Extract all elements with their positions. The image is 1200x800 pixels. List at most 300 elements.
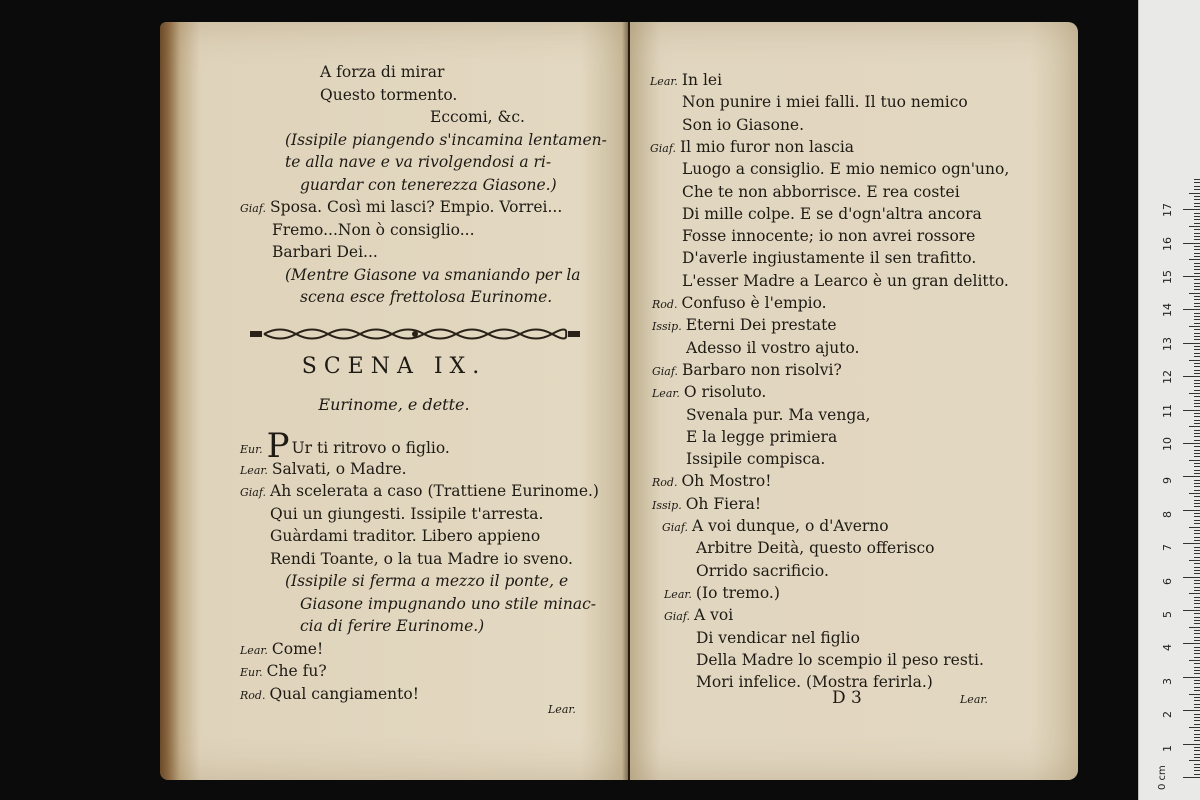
ruler-tick: [1194, 670, 1200, 671]
ruler-tick: [1194, 603, 1200, 604]
text-line: [272, 220, 475, 240]
ruler-tick: [1194, 600, 1200, 601]
text-line: [650, 70, 722, 92]
text-line: [300, 175, 557, 195]
ruler-number: 17: [1161, 203, 1174, 218]
ruler-tick: [1194, 607, 1200, 608]
right-catchword: Lear.: [960, 693, 988, 706]
ruler-tick: [1194, 550, 1200, 551]
text-line: [696, 628, 860, 648]
ruler-tick: [1194, 633, 1200, 634]
ruler-tick: [1194, 206, 1200, 207]
speaker-label: Issip.: [652, 498, 682, 512]
ruler-tick: [1194, 620, 1200, 621]
text-line: [270, 526, 540, 546]
speaker-label: Giaf.: [652, 364, 679, 378]
ruler-tick: [1183, 577, 1200, 578]
ruler-number: 4: [1161, 644, 1174, 652]
ruler-tick: [1189, 259, 1200, 260]
ruler-tick: [1194, 680, 1200, 681]
ruler-tick: [1183, 610, 1200, 611]
ruler-tick: [1183, 443, 1200, 444]
ruler-tick: [1194, 523, 1200, 524]
text-line: [696, 561, 829, 581]
ruler-tick: [1194, 440, 1200, 441]
ruler-tick: [1194, 720, 1200, 721]
ruler-tick: [1189, 426, 1200, 427]
ruler-tick: [1194, 516, 1200, 517]
ruler-tick: [1183, 276, 1200, 277]
left-catchword: Lear.: [548, 703, 576, 716]
ruler-tick: [1194, 296, 1200, 297]
ruler-tick: [1194, 563, 1200, 564]
line-text: Fosse innocente; io non avrei rossore: [682, 227, 976, 246]
ruler-tick: [1194, 617, 1200, 618]
line-text: cia di ferire Eurinome.): [300, 617, 485, 635]
ruler-tick: [1194, 707, 1200, 708]
line-text: Oh Fiera!: [685, 494, 762, 513]
scene-title: SCENA IX.: [301, 354, 487, 379]
ruler-tick: [1194, 406, 1200, 407]
ruler-tick: [1194, 740, 1200, 741]
ruler-tick: [1194, 319, 1200, 320]
line-text: Son io Giasone.: [682, 115, 805, 134]
line-text: E la legge primiera: [686, 427, 838, 446]
line-text: (Issipile piangendo s'incamina lentamen-: [285, 130, 607, 149]
line-text: Svenala pur. Ma venga,: [686, 405, 871, 424]
line-text: Adesso il vostro ajuto.: [686, 338, 860, 357]
line-text: Qui un giungesti. Issipile t'arresta.: [270, 504, 544, 523]
ruler-tick: [1194, 403, 1200, 404]
speaker-label: Rod.: [652, 476, 678, 490]
ruler-tick: [1183, 510, 1200, 511]
ruler-tick: [1183, 243, 1200, 244]
ruler-tick: [1183, 343, 1200, 344]
ruler-tick: [1194, 690, 1200, 691]
text-line: [300, 287, 552, 307]
text-line: [662, 516, 889, 538]
ruler-tick: [1194, 213, 1200, 214]
decorative-ornament-rule: [250, 325, 580, 343]
line-text: Di vendicar nel figlio: [696, 628, 860, 647]
ruler-tick: [1194, 450, 1200, 451]
open-book: [160, 22, 1078, 780]
ruler-tick: [1194, 483, 1200, 484]
ruler-tick: [1194, 430, 1200, 431]
text-line: [285, 152, 551, 172]
ruler-tick: [1194, 383, 1200, 384]
ruler-tick: [1189, 460, 1200, 461]
text-line: [270, 549, 573, 569]
ruler-tick: [1194, 306, 1200, 307]
ruler-tick: [1194, 724, 1200, 725]
ruler-tick: [1194, 547, 1200, 548]
ruler-tick: [1194, 246, 1200, 247]
ruler-tick: [1194, 333, 1200, 334]
line-text: Ur ti ritrovo o figlio.: [291, 439, 450, 457]
text-line: [285, 130, 607, 150]
ruler-tick: [1194, 289, 1200, 290]
ruler-tick: [1194, 637, 1200, 638]
text-line: [272, 242, 378, 262]
ruler-tick: [1194, 503, 1200, 504]
ruler-tick: [1194, 650, 1200, 651]
ruler-tick: [1194, 453, 1200, 454]
ruler-tick: [1194, 313, 1200, 314]
text-line: [240, 481, 599, 503]
page-signature: D 3: [832, 688, 862, 708]
ruler-number: 14: [1161, 303, 1174, 318]
ruler-tick: [1194, 182, 1200, 183]
line-text: Non punire i miei falli. Il tuo nemico: [682, 93, 968, 112]
ruler-tick: [1194, 199, 1200, 200]
ruler-tick: [1194, 683, 1200, 684]
ruler-number: 8: [1161, 510, 1174, 518]
ruler-tick: [1194, 263, 1200, 264]
ruler-tick: [1194, 323, 1200, 324]
text-line: [696, 650, 984, 670]
speaker-label: Lear.: [664, 587, 692, 601]
ruler-tick: [1194, 196, 1200, 197]
ornament-icon: [250, 325, 580, 343]
ruler-tick: [1194, 486, 1200, 487]
ruler-tick: [1194, 249, 1200, 250]
ruler-tick: [1189, 627, 1200, 628]
line-text: Di mille colpe. E se d'ogn'altra ancora: [682, 204, 982, 223]
left-page: [160, 22, 628, 780]
line-text: (Mentre Giasone va smaniando per la: [285, 265, 581, 284]
ruler-tick: [1194, 757, 1200, 758]
ruler-tick: [1194, 537, 1200, 538]
ruler-tick: [1194, 623, 1200, 624]
line-text: Oh Mostro!: [681, 472, 772, 491]
ruler-tick: [1194, 573, 1200, 574]
text-line: [652, 382, 766, 404]
line-text: O risoluto.: [683, 383, 767, 402]
ruler-tick: [1194, 236, 1200, 237]
ruler-tick: [1194, 750, 1200, 751]
speaker-label: Issip.: [652, 320, 682, 334]
ruler-tick: [1194, 530, 1200, 531]
ruler-tick: [1194, 256, 1200, 257]
line-text: Il mio furor non lascia: [680, 137, 855, 156]
ruler-number: 13: [1161, 336, 1174, 351]
line-text: Ah scelerata a caso (Trattiene Eurinome.): [270, 482, 599, 500]
ruler-tick: [1183, 309, 1200, 310]
ruler-tick: [1194, 203, 1200, 204]
speaker-label: Lear.: [240, 643, 268, 657]
ruler-tick: [1194, 179, 1200, 180]
text-line: [686, 449, 825, 469]
ruler-tick: [1194, 747, 1200, 748]
ruler-number: 15: [1161, 270, 1174, 284]
measurement-ruler: [1138, 0, 1200, 800]
line-text: Eccomi, &c.: [430, 108, 525, 126]
ruler-tick: [1194, 567, 1200, 568]
ruler-tick: [1194, 496, 1200, 497]
ruler-tick: [1189, 560, 1200, 561]
speaker-label: Lear.: [650, 75, 678, 88]
ruler-tick: [1194, 714, 1200, 715]
ruler-number: 3: [1161, 677, 1174, 685]
ruler-tick: [1194, 470, 1200, 471]
text-line: [320, 85, 457, 105]
ruler-tick: [1194, 370, 1200, 371]
ruler-tick: [1194, 570, 1200, 571]
line-text: In lei: [681, 71, 723, 89]
text-line: [240, 639, 323, 661]
text-line: [240, 684, 419, 706]
speaker-label: Giaf.: [664, 610, 691, 624]
ruler-tick: [1194, 737, 1200, 738]
speaker-label: Rod.: [240, 688, 266, 702]
text-line: [682, 115, 804, 135]
line-text: Qual cangiamento!: [269, 684, 419, 703]
ruler-tick: [1183, 209, 1200, 210]
ruler-tick: [1194, 303, 1200, 304]
ruler-tick: [1189, 193, 1200, 194]
text-line: [682, 92, 968, 112]
ruler-tick: [1194, 657, 1200, 658]
ruler-tick: [1194, 473, 1200, 474]
line-text: Luogo a consiglio. E mio nemico ogn'uno,: [682, 160, 1010, 179]
text-line: [240, 197, 562, 219]
ruler-tick: [1194, 653, 1200, 654]
line-text: Rendi Toante, o la tua Madre io sveno.: [270, 549, 573, 568]
ruler-tick: [1189, 326, 1200, 327]
ruler-tick: [1194, 316, 1200, 317]
ruler-number: 5: [1161, 611, 1174, 618]
ruler-tick: [1194, 229, 1200, 230]
speaker-label: Giaf.: [240, 486, 267, 499]
text-line: [430, 107, 525, 127]
text-line: [650, 137, 854, 159]
line-text: Orrido sacrificio.: [696, 561, 829, 580]
ruler-tick: [1189, 660, 1200, 661]
ruler-number: 11: [1161, 403, 1174, 418]
ruler-number: 16: [1161, 236, 1174, 251]
ruler-tick: [1194, 640, 1200, 641]
text-line: [682, 204, 982, 224]
ruler-tick: [1194, 463, 1200, 464]
line-text: Eterni Dei prestate: [685, 316, 837, 335]
ruler-tick: [1189, 694, 1200, 695]
ruler-tick: [1194, 730, 1200, 731]
ruler-tick: [1194, 283, 1200, 284]
ruler-number: 1: [1161, 744, 1174, 752]
line-text: Arbitre Deità, questo offerisco: [696, 539, 935, 558]
ruler-tick: [1194, 349, 1200, 350]
text-line: [240, 661, 327, 683]
text-line: [652, 315, 837, 337]
line-text: L'esser Madre a Learco è un gran delitto.: [682, 271, 1009, 290]
text-line: [300, 616, 484, 636]
ruler-tick: [1194, 329, 1200, 330]
line-text: Come!: [271, 639, 324, 658]
ruler-tick: [1194, 557, 1200, 558]
ruler-tick: [1194, 687, 1200, 688]
ruler-tick: [1194, 279, 1200, 280]
ruler-tick: [1194, 253, 1200, 254]
ruler-tick: [1194, 216, 1200, 217]
ruler-tick: [1194, 186, 1200, 187]
ruler-tick: [1194, 700, 1200, 701]
ruler-tick: [1194, 704, 1200, 705]
line-text: Issipile compisca.: [686, 450, 826, 469]
speaker-label: Giaf.: [662, 521, 689, 534]
ruler-tick: [1194, 734, 1200, 735]
line-text: Che te non abborrisce. E rea costei: [682, 182, 960, 201]
ruler-tick: [1189, 293, 1200, 294]
line-text: Confuso è l'empio.: [681, 294, 827, 312]
ruler-tick: [1194, 456, 1200, 457]
ruler-tick: [1194, 580, 1200, 581]
text-line: [300, 594, 596, 614]
ruler-tick: [1194, 363, 1200, 364]
ruler-tick: [1194, 423, 1200, 424]
ruler-tick: [1189, 493, 1200, 494]
drop-cap: P: [266, 426, 290, 466]
line-text: Guàrdami traditor. Libero appieno: [270, 527, 541, 545]
line-text: Salvati, o Madre.: [271, 459, 407, 478]
ruler-tick: [1194, 667, 1200, 668]
ruler-tick: [1194, 219, 1200, 220]
right-page: [630, 22, 1078, 780]
ruler-tick: [1194, 613, 1200, 614]
ruler-tick: [1194, 500, 1200, 501]
ruler-tick: [1194, 239, 1200, 240]
line-text: A forza di mirar: [320, 63, 445, 81]
ruler-tick: [1194, 754, 1200, 755]
ruler-tick: [1189, 760, 1200, 761]
line-text: te alla nave e va rivolgendosi a ri-: [285, 153, 552, 171]
ruler-tick: [1194, 416, 1200, 417]
ruler-tick: [1194, 269, 1200, 270]
ruler-tick: [1183, 710, 1200, 711]
line-text: (Issipile si ferma a mezzo il ponte, e: [285, 572, 569, 590]
ruler-tick: [1194, 663, 1200, 664]
line-text: Fremo...Non ò consiglio...: [272, 220, 475, 239]
line-text: Sposa. Così mi lasci? Empio. Vorrei...: [270, 198, 563, 216]
ruler-tick: [1194, 436, 1200, 437]
line-text: Barbaro non risolvi?: [682, 360, 842, 379]
ruler-tick: [1194, 597, 1200, 598]
ruler-tick: [1183, 476, 1200, 477]
ruler-tick: [1194, 717, 1200, 718]
ruler-tick: [1194, 336, 1200, 337]
ruler-tick: [1194, 433, 1200, 434]
ruler-tick: [1194, 223, 1200, 224]
text-line: [652, 293, 827, 315]
ruler-tick: [1194, 373, 1200, 374]
line-text: D'averle ingiustamente il sen trafitto.: [682, 249, 977, 268]
ruler-tick: [1194, 396, 1200, 397]
ruler-tick: [1194, 480, 1200, 481]
text-line: [696, 538, 934, 558]
line-text: A voi dunque, o d'Averno: [692, 517, 889, 535]
ruler-tick: [1194, 583, 1200, 584]
speaker-label: Giaf.: [240, 202, 267, 215]
text-line: [320, 62, 444, 82]
text-line: [682, 271, 1009, 291]
ruler-tick: [1194, 420, 1200, 421]
ruler-tick: [1194, 774, 1200, 775]
ruler-tick: [1183, 643, 1200, 644]
ruler-tick: [1189, 527, 1200, 528]
ruler-tick: [1183, 744, 1200, 745]
ruler-number: 7: [1161, 544, 1174, 552]
text-line: [682, 248, 976, 268]
ruler-tick: [1183, 677, 1200, 678]
line-text: Mori infelice. (Mostra ferirla.): [696, 673, 933, 692]
speaker-label: Lear.: [240, 463, 268, 477]
ruler-tick: [1194, 353, 1200, 354]
ruler-tick: [1183, 777, 1200, 778]
ruler-tick: [1194, 233, 1200, 234]
line-text: Che fu?: [266, 662, 327, 680]
line-text: Barbari Dei...: [272, 243, 378, 261]
ruler-tick: [1194, 764, 1200, 765]
ruler-tick: [1194, 266, 1200, 267]
speaker-label: Giaf.: [650, 141, 677, 155]
text-line: [682, 226, 975, 246]
text-line: [682, 182, 960, 202]
ruler-number: 12: [1161, 370, 1174, 385]
ruler-tick: [1194, 299, 1200, 300]
ruler-tick: [1194, 356, 1200, 357]
ruler-tick: [1194, 286, 1200, 287]
ruler-tick: [1194, 446, 1200, 447]
text-line: [270, 504, 543, 524]
text-line: [686, 427, 837, 447]
ruler-number: 9: [1161, 477, 1174, 485]
ruler-number: 2: [1161, 711, 1174, 719]
line-text: scena esce frettolosa Eurinome.: [300, 288, 553, 306]
ruler-tick: [1194, 366, 1200, 367]
speaker-label: Eur.: [240, 666, 263, 679]
ruler-tick: [1194, 647, 1200, 648]
text-line: [240, 459, 407, 481]
ruler-tick: [1194, 513, 1200, 514]
ruler-tick: [1194, 770, 1200, 771]
line-text: Della Madre lo scempio il peso resti.: [696, 650, 984, 669]
ruler-tick: [1189, 593, 1200, 594]
ruler-tick: [1194, 189, 1200, 190]
ruler-tick: [1189, 360, 1200, 361]
ruler-tick: [1194, 540, 1200, 541]
text-line: [686, 405, 870, 425]
ruler-tick: [1194, 346, 1200, 347]
ruler-tick: [1194, 533, 1200, 534]
ruler-tick: [1189, 393, 1200, 394]
text-line: [682, 159, 1009, 179]
text-line: [652, 471, 771, 493]
line-text: A voi: [694, 606, 734, 625]
line-text: Giasone impugnando uno stile minac-: [300, 594, 597, 613]
ruler-tick: [1194, 390, 1200, 391]
ruler-tick: [1194, 413, 1200, 414]
ruler-tick: [1194, 380, 1200, 381]
ruler-tick: [1194, 697, 1200, 698]
scene-subtitle: Eurinome, e dette.: [318, 395, 470, 414]
text-line: [240, 426, 450, 466]
text-line: [686, 338, 859, 358]
text-line: [664, 583, 780, 605]
line-text: guardar con tenerezza Giasone.): [300, 175, 557, 194]
ruler-tick: [1189, 727, 1200, 728]
ruler-tick: [1194, 520, 1200, 521]
line-text: (Io tremo.): [695, 583, 780, 602]
